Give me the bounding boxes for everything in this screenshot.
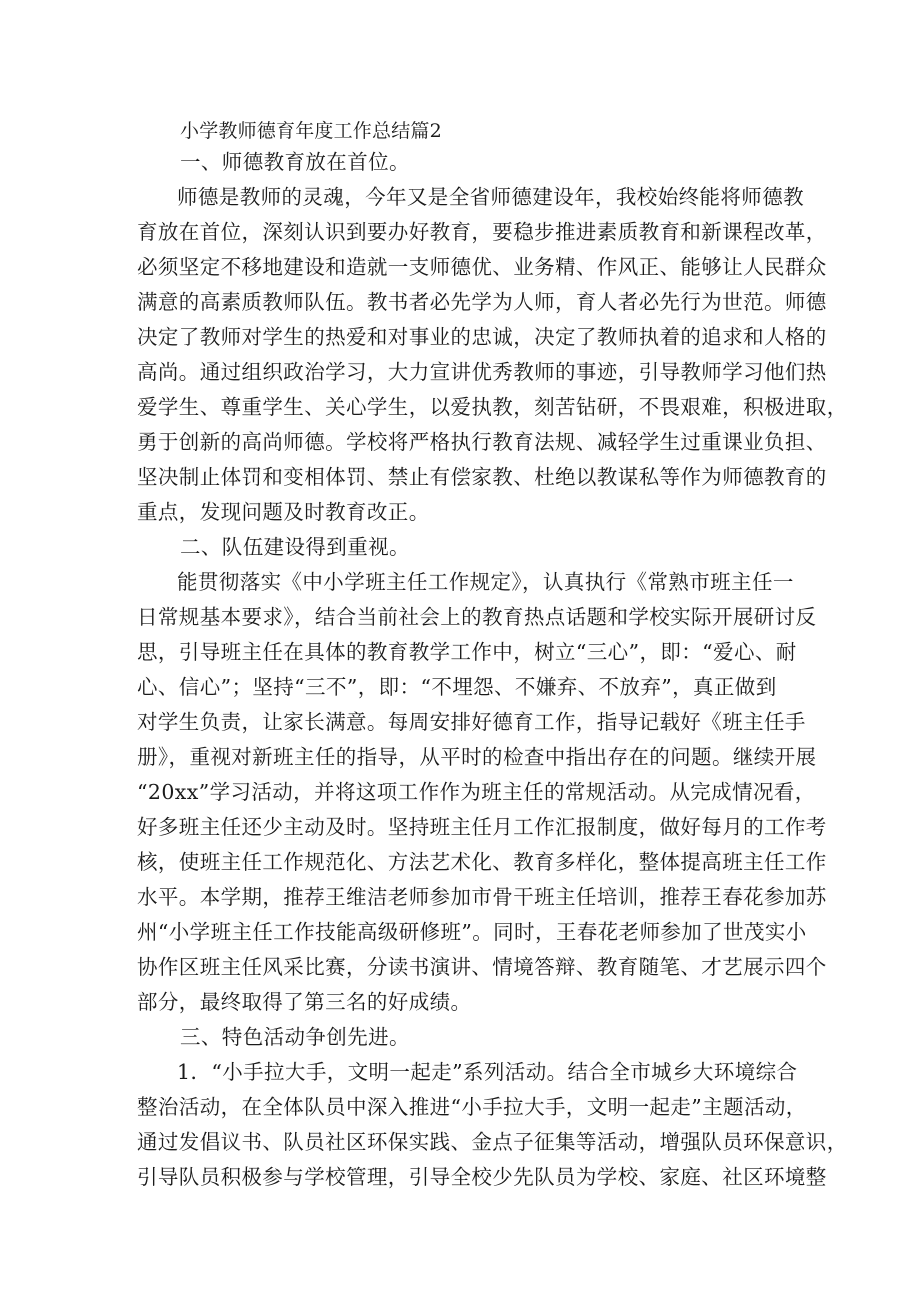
paragraph-line: 决定了教师对学生的热爱和对事业的忠诚，决定了教师执着的追求和人格的: [137, 325, 827, 349]
paragraph-line: 对学生负责，让家长满意。每周安排好德育工作，指导记载好《班主任手: [137, 710, 806, 734]
paragraph-line: 坚决制止体罚和变相体罚、禁止有偿家教、杜绝以教谋私等作为师德教育的: [137, 465, 827, 489]
document-title: 小学教师德育年度工作总结篇2: [180, 120, 442, 142]
paragraph-line: 好多班主任还少主动及时。坚持班主任月工作汇报制度，做好每月的工作考: [137, 815, 827, 839]
section-heading: 三、特色活动争创先进。: [180, 1025, 410, 1049]
paragraph-line: 水平。本学期，推荐王维洁老师参加市骨干班主任培训，推荐王春花参加苏: [137, 885, 827, 909]
paragraph-line: 1．“小手拉大手，文明一起走”系列活动。结合全市城乡大环境综合: [177, 1060, 798, 1084]
paragraph-line: 日常规基本要求》，结合当前社会上的教育热点话题和学校实际开展研讨反: [137, 605, 817, 629]
paragraph-line: 心、信心”；坚持“三不”，即：“不埋怨、不嫌弃、不放弃”，真正做到: [137, 675, 777, 699]
paragraph-line: 引导队员积极参与学校管理，引导全校少先队员为学校、家庭、社区环境整: [137, 1165, 827, 1189]
paragraph-line: “20xx”学习活动，并将这项工作作为班主任的常规活动。从完成情况看，: [137, 780, 816, 804]
paragraph-line: 州“小学班主任工作技能高级研修班”。同时，王春花老师参加了世茂实小: [137, 920, 807, 944]
section-heading: 二、队伍建设得到重视。: [180, 535, 410, 559]
paragraph-line: 协作区班主任风采比赛，分读书演讲、情境答辩、教育随笔、才艺展示四个: [137, 955, 827, 979]
paragraph-line: 册》，重视对新班主任的指导，从平时的检查中指出存在的问题。继续开展: [137, 745, 817, 769]
paragraph-line: 重点，发现问题及时教育改正。: [137, 500, 430, 524]
paragraph-line: 爱学生、尊重学生、关心学生，以爱执教，刻苦钻研，不畏艰难，积极进取，: [137, 395, 848, 419]
paragraph-line: 满意的高素质教师队伍。教书者必先学为人师，育人者必先行为世范。师德: [137, 290, 827, 314]
paragraph-line: 部分，最终取得了第三名的好成绩。: [137, 990, 472, 1014]
paragraph-line: 能贯彻落实《中小学班主任工作规定》，认真执行《常熟市班主任一: [177, 570, 794, 594]
paragraph-line: 通过发倡议书、队员社区环保实践、金点子征集等活动，增强队员环保意识，: [137, 1130, 848, 1154]
paragraph-line: 师德是教师的灵魂，今年又是全省师德建设年，我校始终能将师德教: [177, 185, 804, 209]
paragraph-line: 思，引导班主任在具体的教育教学工作中，树立“三心”，即：“爱心、耐: [137, 640, 797, 664]
paragraph-line: 勇于创新的高尚师德。学校将严格执行教育法规、减轻学生过重课业负担、: [137, 430, 827, 454]
paragraph-line: 核，使班主任工作规范化、方法艺术化、教育多样化，整体提高班主任工作: [137, 850, 827, 874]
paragraph-line: 育放在首位，深刻认识到要办好教育，要稳步推进素质教育和新课程改革，: [137, 220, 827, 244]
section-heading: 一、师德教育放在首位。: [180, 150, 410, 174]
paragraph-line: 整治活动，在全体队员中深入推进“小手拉大手，文明一起走”主题活动，: [137, 1095, 807, 1119]
paragraph-line: 必须坚定不移地建设和造就一支师德优、业务精、作风正、能够让人民群众: [137, 255, 827, 279]
paragraph-line: 高尚。通过组织政治学习，大力宣讲优秀教师的事迹，引导教师学习他们热: [137, 360, 827, 384]
